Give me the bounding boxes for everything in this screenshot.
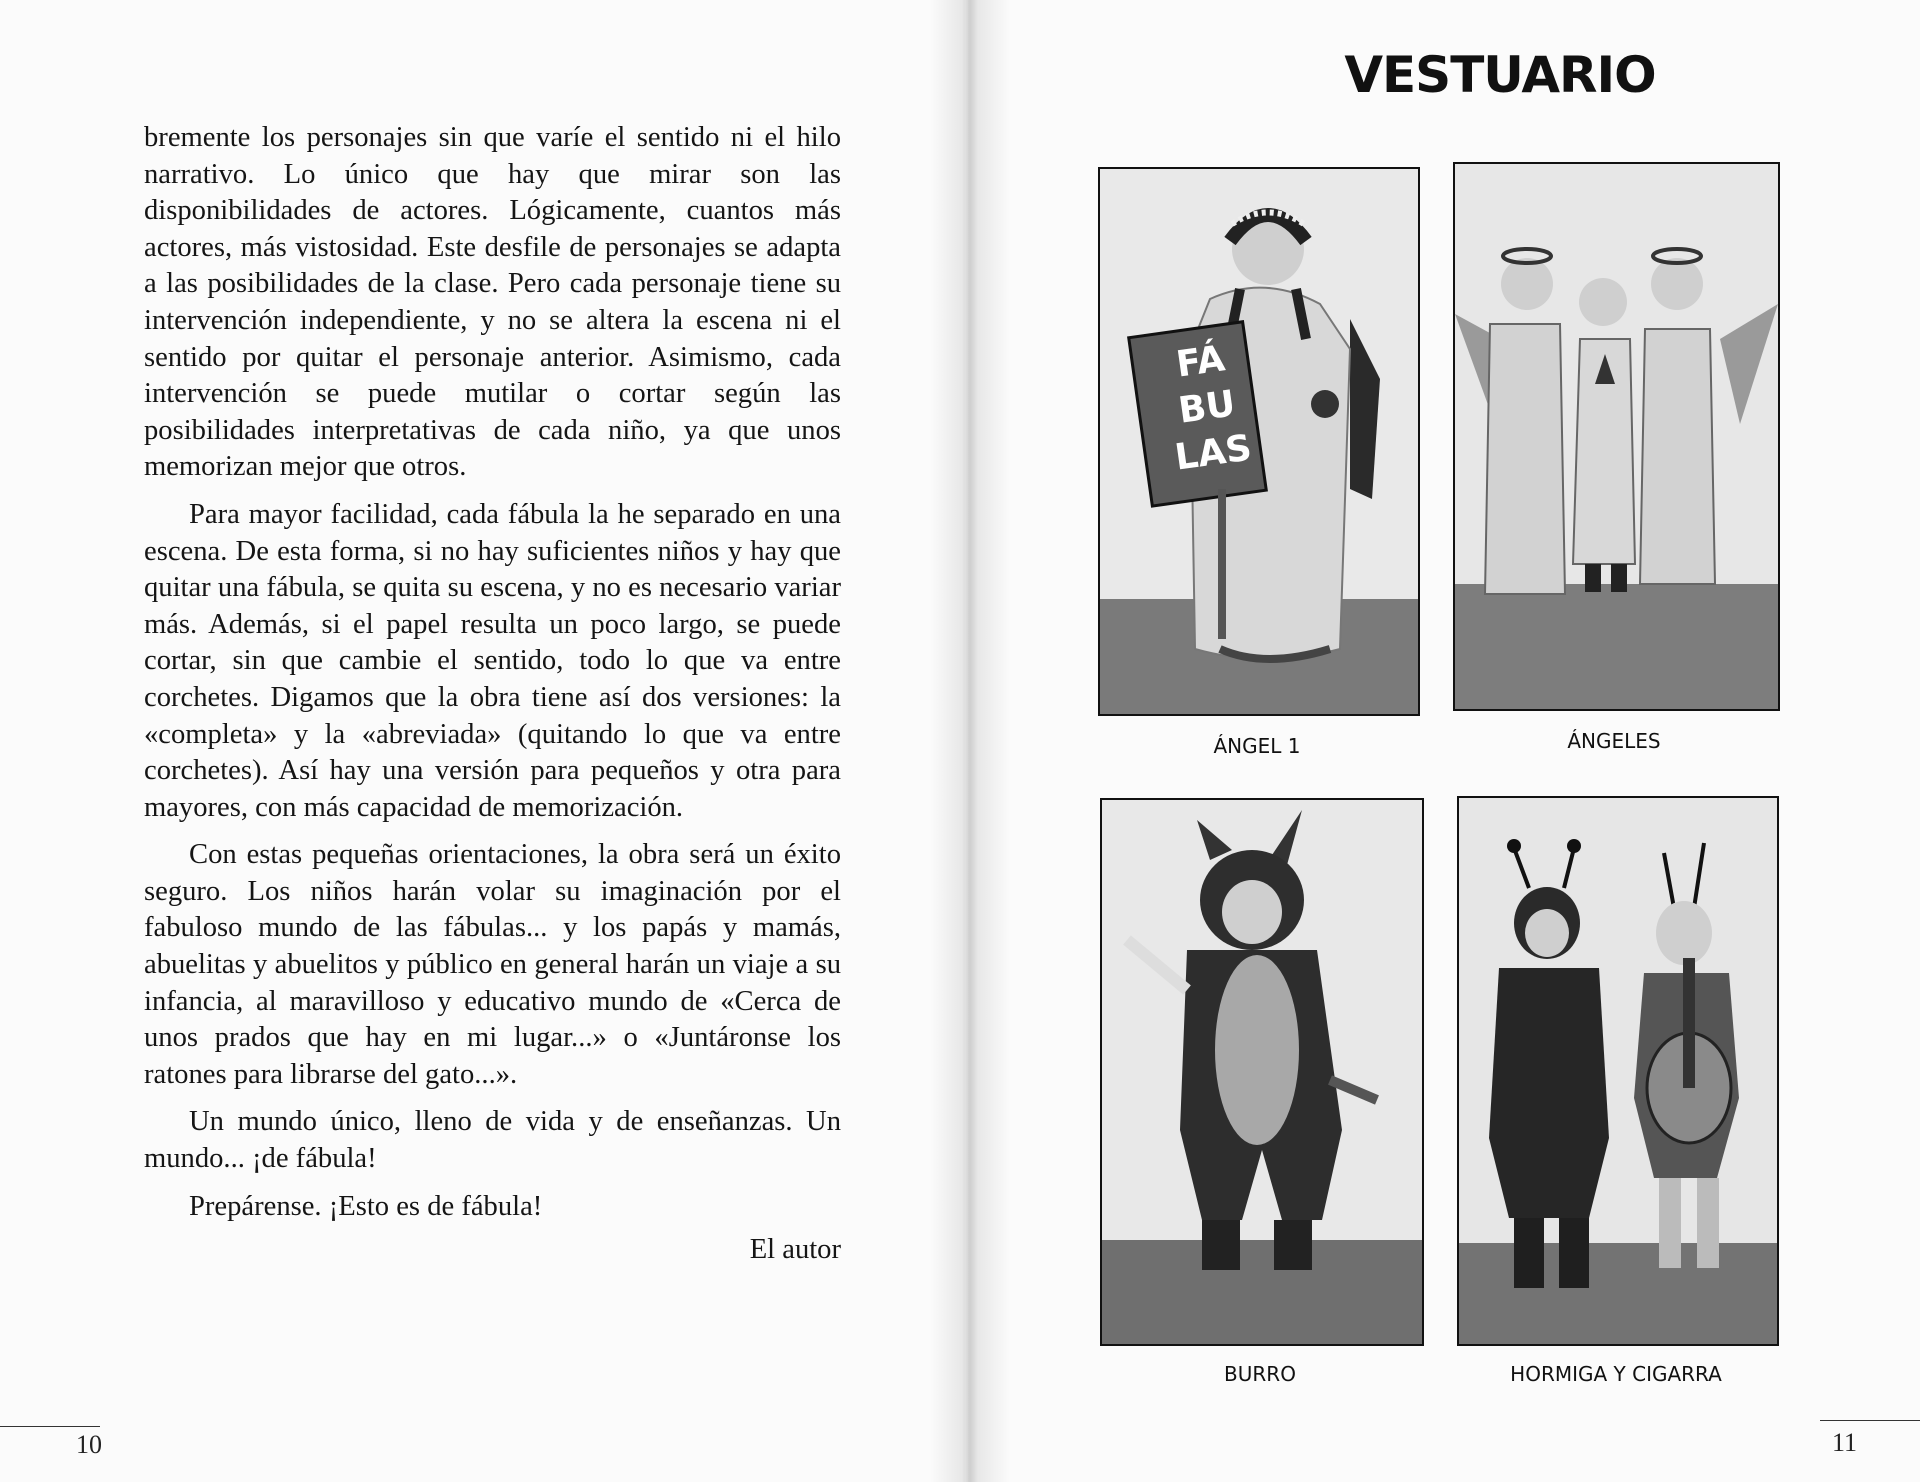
page-number-right: 11 — [1832, 1428, 1858, 1457]
page-number-left: 10 — [76, 1430, 102, 1459]
paragraph: Un mundo único, lleno de vida y de enseñanzas. Un mundo... ¡de fábula! — [144, 1106, 841, 1175]
paragraph: Para mayor facilidad, cada fábula la he separado en una escena. De esta forma, si no hay suficientes niños y hay que quitar una fábula, se quita su escena, y no es necesario variar más. Además, si el papel resulta un poco largo, se puede cortar, sin que cambie el sentido, todo lo que va entre corchetes. Digamos que la obra tiene así dos versiones: la «completa» y la «abreviada» (quitando lo que va entre corchetes). Así hay una versión para pequeños y otra para mayores, con más capacidad de memorización. — [144, 498, 841, 823]
angeles-illustration — [1455, 164, 1778, 709]
caption-angel-1: ÁNGEL 1 — [1213, 734, 1301, 758]
author-signature: El autor — [749, 1234, 841, 1266]
section-title: VESTUARIO — [1344, 46, 1656, 104]
photo-hormiga-y-cigarra — [1457, 796, 1779, 1346]
hormiga-cigarra-illustration — [1459, 798, 1777, 1344]
caption-burro: BURRO — [1224, 1362, 1296, 1386]
burro-illustration — [1102, 800, 1422, 1344]
caption-hormiga-y-cigarra: HORMIGA Y CIGARRA — [1510, 1362, 1722, 1386]
photo-burro — [1100, 798, 1424, 1346]
sign-line: LAS — [1172, 427, 1255, 479]
caption-angeles: ÁNGELES — [1567, 729, 1661, 753]
sign-line: FÁ — [1173, 338, 1228, 386]
photo-angel-1 — [1098, 167, 1420, 716]
folio-rule — [0, 1426, 100, 1427]
paragraph: Con estas pequeñas orientaciones, la obra será un éxito seguro. Los niños harán volar su imaginación por el fabuloso mundo de las fábulas... y los papás y mamás, abuelitas y abuelitos y público en general harán un viaje a su infancia, al maravilloso y educativo mundo de «Cerca de unos prados que hay en mi lugar...» o «Juntáronse los ratones para librarse del gato...». — [144, 839, 841, 1090]
sign-text — [1143, 332, 1271, 484]
sign-line: BU — [1176, 383, 1238, 432]
paragraph: Prepárense. ¡Esto es de fábula! — [189, 1190, 543, 1222]
body-text — [144, 120, 841, 1280]
photo-angeles — [1453, 162, 1780, 711]
paragraph: bremente los personajes sin que varíe el sentido ni el hilo narrativo. Lo único que hay que mirar son las disponibilidades de actores. Lógicamente, cuantos más actores, más vistosidad. Este desfile de personajes se adapta a las posibilidades de la clase. Pero cada personaje tiene su intervención independiente, y no se altera la escena ni el sentido por quitar el personaje anterior. Asimismo, cada intervención se puede mutilar o cortar según las posibilidades interpretativas de cada niño, ya que unos memorizan mejor que otros. — [144, 122, 841, 483]
book-gutter — [930, 0, 1010, 1482]
folio-rule — [1820, 1420, 1920, 1421]
